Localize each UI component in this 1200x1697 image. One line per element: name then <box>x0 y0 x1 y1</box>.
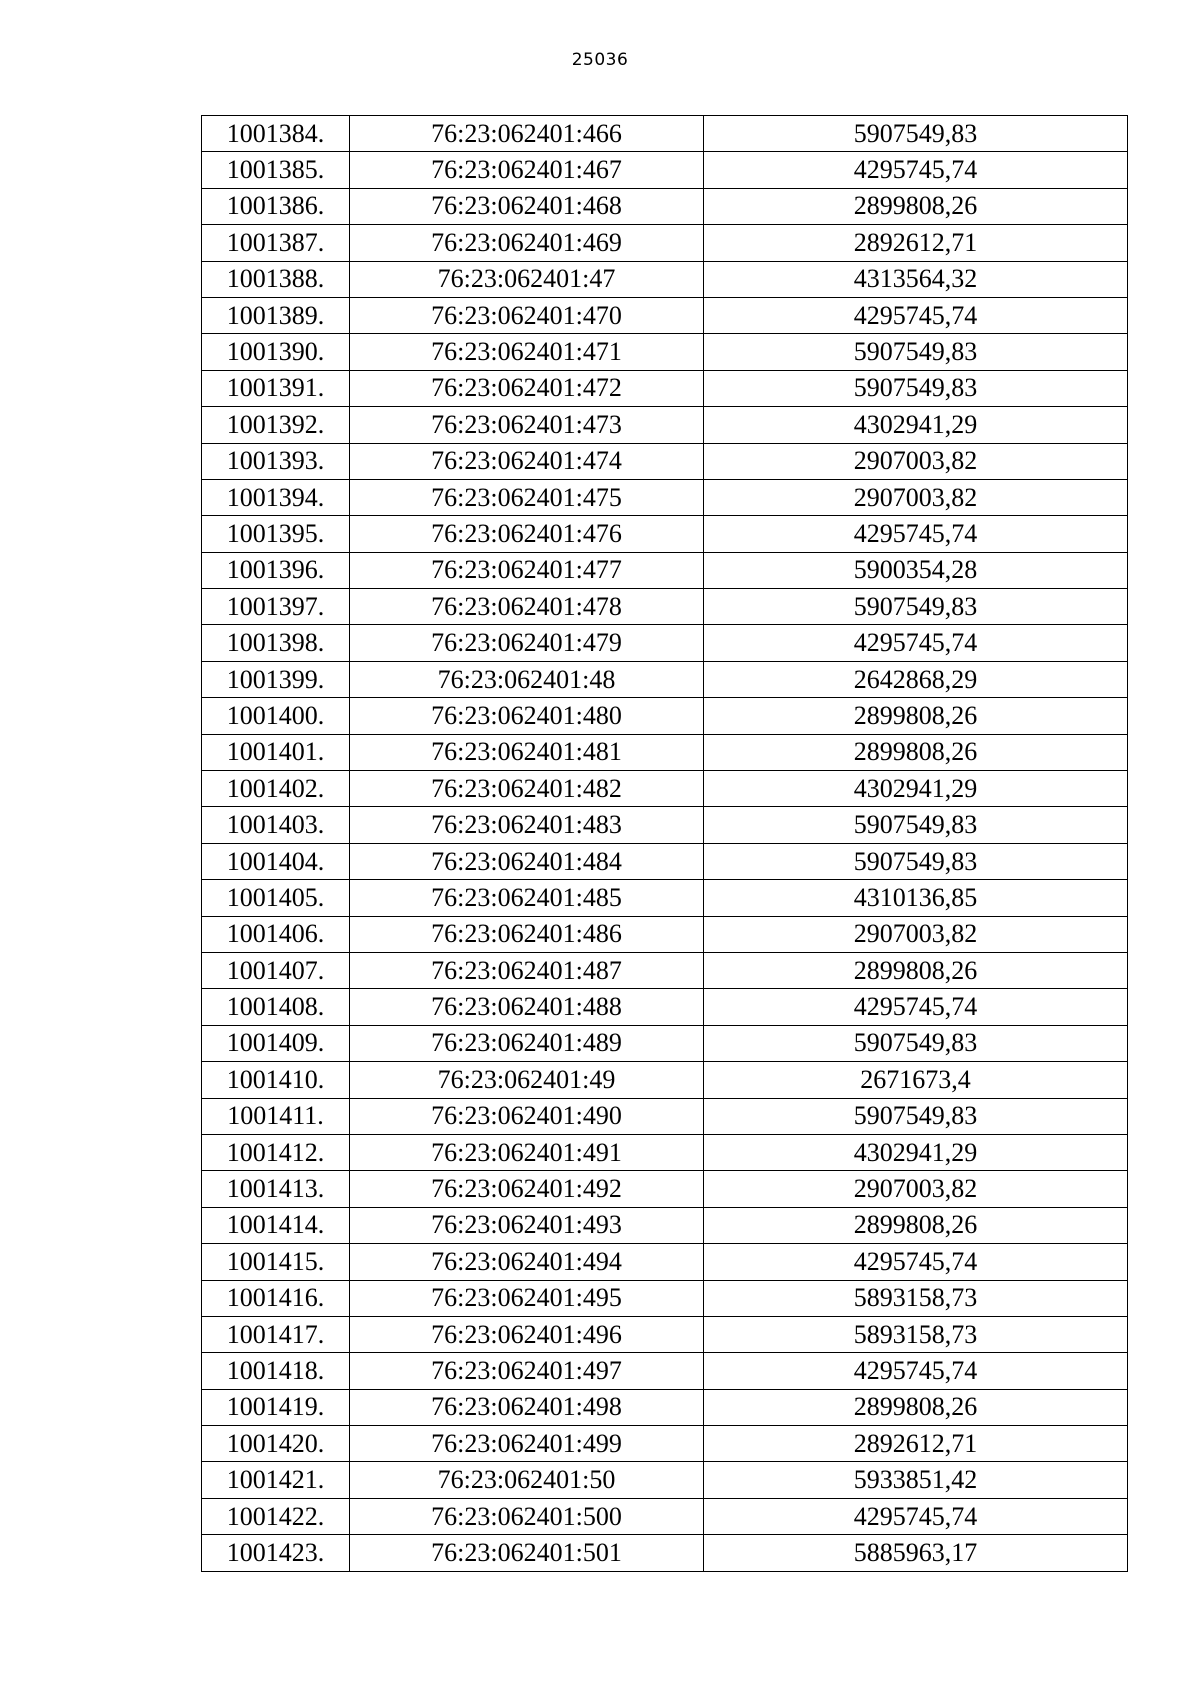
cadastral-value-cell: 2907003,82 <box>704 479 1128 515</box>
table-row <box>202 916 1128 952</box>
row-number-cell: 1001423. <box>202 1535 350 1571</box>
table-row <box>202 1244 1128 1280</box>
table-row <box>202 479 1128 515</box>
cadastral-number-cell: 76:23:062401:495 <box>350 1280 704 1316</box>
row-number-cell: 1001422. <box>202 1498 350 1534</box>
cadastral-number-cell: 76:23:062401:48 <box>350 661 704 697</box>
cadastral-value-cell: 5900354,28 <box>704 552 1128 588</box>
row-number-cell: 1001386. <box>202 188 350 224</box>
cadastral-number-cell: 76:23:062401:485 <box>350 880 704 916</box>
table-row <box>202 698 1128 734</box>
table-row <box>202 1389 1128 1425</box>
cadastral-value-cell: 2899808,26 <box>704 952 1128 988</box>
row-number-cell: 1001404. <box>202 843 350 879</box>
table-row <box>202 880 1128 916</box>
row-number-cell: 1001421. <box>202 1462 350 1498</box>
cadastral-value-cell: 4295745,74 <box>704 989 1128 1025</box>
cadastral-value-cell: 4295745,74 <box>704 1498 1128 1534</box>
table-row <box>202 625 1128 661</box>
table-row <box>202 1134 1128 1170</box>
row-number-cell: 1001412. <box>202 1134 350 1170</box>
row-number-cell: 1001391. <box>202 370 350 406</box>
row-number-cell: 1001420. <box>202 1426 350 1462</box>
cadastral-number-cell: 76:23:062401:480 <box>350 698 704 734</box>
row-number-cell: 1001406. <box>202 916 350 952</box>
cadastral-number-cell: 76:23:062401:479 <box>350 625 704 661</box>
cadastral-value-cell: 5933851,42 <box>704 1462 1128 1498</box>
table-row <box>202 1462 1128 1498</box>
cadastral-number-cell: 76:23:062401:466 <box>350 116 704 152</box>
cadastral-number-cell: 76:23:062401:472 <box>350 370 704 406</box>
cadastral-value-cell: 2899808,26 <box>704 1389 1128 1425</box>
row-number-cell: 1001389. <box>202 297 350 333</box>
table-row <box>202 1535 1128 1571</box>
cadastral-number-cell: 76:23:062401:499 <box>350 1426 704 1462</box>
cadastral-number-cell: 76:23:062401:484 <box>350 843 704 879</box>
row-number-cell: 1001400. <box>202 698 350 734</box>
row-number-cell: 1001384. <box>202 116 350 152</box>
row-number-cell: 1001398. <box>202 625 350 661</box>
row-number-cell: 1001392. <box>202 407 350 443</box>
row-number-cell: 1001399. <box>202 661 350 697</box>
row-number-cell: 1001419. <box>202 1389 350 1425</box>
table-row <box>202 1025 1128 1061</box>
table-row <box>202 407 1128 443</box>
cadastral-number-cell: 76:23:062401:477 <box>350 552 704 588</box>
table-row <box>202 552 1128 588</box>
cadastral-value-cell: 4302941,29 <box>704 771 1128 807</box>
row-number-cell: 1001418. <box>202 1353 350 1389</box>
cadastral-number-cell: 76:23:062401:47 <box>350 261 704 297</box>
cadastral-number-cell: 76:23:062401:497 <box>350 1353 704 1389</box>
cadastral-value-cell: 5893158,73 <box>704 1280 1128 1316</box>
row-number-cell: 1001409. <box>202 1025 350 1061</box>
cadastral-value-cell: 4302941,29 <box>704 407 1128 443</box>
cadastral-value-cell: 2892612,71 <box>704 1426 1128 1462</box>
row-number-cell: 1001395. <box>202 516 350 552</box>
cadastral-value-cell: 5907549,83 <box>704 370 1128 406</box>
cadastral-number-cell: 76:23:062401:471 <box>350 334 704 370</box>
cadastral-number-cell: 76:23:062401:491 <box>350 1134 704 1170</box>
cadastral-number-cell: 76:23:062401:492 <box>350 1171 704 1207</box>
cadastral-value-cell: 4295745,74 <box>704 1353 1128 1389</box>
cadastral-value-cell: 5893158,73 <box>704 1316 1128 1352</box>
row-number-cell: 1001413. <box>202 1171 350 1207</box>
table-row <box>202 952 1128 988</box>
cadastral-number-cell: 76:23:062401:469 <box>350 225 704 261</box>
table-row <box>202 297 1128 333</box>
cadastral-number-cell: 76:23:062401:476 <box>350 516 704 552</box>
row-number-cell: 1001414. <box>202 1207 350 1243</box>
table-row <box>202 334 1128 370</box>
table-row <box>202 843 1128 879</box>
cadastral-value-cell: 5907549,83 <box>704 589 1128 625</box>
cadastral-value-cell: 2907003,82 <box>704 1171 1128 1207</box>
cadastral-value-cell: 2899808,26 <box>704 1207 1128 1243</box>
table-row <box>202 1316 1128 1352</box>
row-number-cell: 1001417. <box>202 1316 350 1352</box>
cadastral-value-cell: 4295745,74 <box>704 1244 1128 1280</box>
table-row <box>202 734 1128 770</box>
cadastral-number-cell: 76:23:062401:487 <box>350 952 704 988</box>
table-row <box>202 1207 1128 1243</box>
cadastral-value-cell: 4295745,74 <box>704 297 1128 333</box>
cadastral-number-cell: 76:23:062401:490 <box>350 1098 704 1134</box>
row-number-cell: 1001387. <box>202 225 350 261</box>
cadastral-number-cell: 76:23:062401:486 <box>350 916 704 952</box>
cadastral-value-cell: 5907549,83 <box>704 843 1128 879</box>
cadastral-number-cell: 76:23:062401:470 <box>350 297 704 333</box>
cadastral-value-cell: 2899808,26 <box>704 698 1128 734</box>
cadastral-number-cell: 76:23:062401:475 <box>350 479 704 515</box>
table-row <box>202 1353 1128 1389</box>
table-row <box>202 188 1128 224</box>
table-row <box>202 1280 1128 1316</box>
cadastral-value-cell: 4295745,74 <box>704 625 1128 661</box>
row-number-cell: 1001393. <box>202 443 350 479</box>
cadastral-number-cell: 76:23:062401:468 <box>350 188 704 224</box>
row-number-cell: 1001402. <box>202 771 350 807</box>
cadastral-value-cell: 4310136,85 <box>704 880 1128 916</box>
table-row <box>202 771 1128 807</box>
cadastral-number-cell: 76:23:062401:473 <box>350 407 704 443</box>
cadastral-value-cell: 2642868,29 <box>704 661 1128 697</box>
table-row <box>202 516 1128 552</box>
table-row <box>202 261 1128 297</box>
row-number-cell: 1001390. <box>202 334 350 370</box>
row-number-cell: 1001407. <box>202 952 350 988</box>
cadastral-number-cell: 76:23:062401:483 <box>350 807 704 843</box>
cadastral-value-cell: 2671673,4 <box>704 1062 1128 1098</box>
row-number-cell: 1001415. <box>202 1244 350 1280</box>
table-row <box>202 443 1128 479</box>
cadastral-value-cell: 2899808,26 <box>704 734 1128 770</box>
cadastral-number-cell: 76:23:062401:482 <box>350 771 704 807</box>
table-row <box>202 1426 1128 1462</box>
table-row <box>202 989 1128 1025</box>
row-number-cell: 1001385. <box>202 152 350 188</box>
cadastral-number-cell: 76:23:062401:478 <box>350 589 704 625</box>
table-row <box>202 152 1128 188</box>
cadastral-number-cell: 76:23:062401:49 <box>350 1062 704 1098</box>
cadastral-value-cell: 4302941,29 <box>704 1134 1128 1170</box>
cadastral-number-cell: 76:23:062401:50 <box>350 1462 704 1498</box>
cadastral-number-cell: 76:23:062401:467 <box>350 152 704 188</box>
row-number-cell: 1001401. <box>202 734 350 770</box>
row-number-cell: 1001397. <box>202 589 350 625</box>
cadastral-number-cell: 76:23:062401:498 <box>350 1389 704 1425</box>
cadastral-number-cell: 76:23:062401:474 <box>350 443 704 479</box>
cadastral-number-cell: 76:23:062401:501 <box>350 1535 704 1571</box>
cadastral-number-cell: 76:23:062401:481 <box>350 734 704 770</box>
cadastral-value-cell: 5907549,83 <box>704 334 1128 370</box>
row-number-cell: 1001405. <box>202 880 350 916</box>
row-number-cell: 1001408. <box>202 989 350 1025</box>
cadastral-number-cell: 76:23:062401:493 <box>350 1207 704 1243</box>
cadastral-number-cell: 76:23:062401:488 <box>350 989 704 1025</box>
row-number-cell: 1001410. <box>202 1062 350 1098</box>
table-row <box>202 1498 1128 1534</box>
page-number: 25036 <box>571 50 629 70</box>
table-row <box>202 116 1128 152</box>
cadastral-value-cell: 2899808,26 <box>704 188 1128 224</box>
table-body <box>202 116 1128 1572</box>
table-row <box>202 661 1128 697</box>
cadastral-value-table <box>201 115 1128 1572</box>
cadastral-number-cell: 76:23:062401:500 <box>350 1498 704 1534</box>
table-row <box>202 225 1128 261</box>
cadastral-value-cell: 5907549,83 <box>704 1025 1128 1061</box>
cadastral-number-cell: 76:23:062401:494 <box>350 1244 704 1280</box>
cadastral-value-cell: 5885963,17 <box>704 1535 1128 1571</box>
cadastral-number-cell: 76:23:062401:489 <box>350 1025 704 1061</box>
cadastral-value-cell: 4295745,74 <box>704 152 1128 188</box>
table-row <box>202 1062 1128 1098</box>
cadastral-value-cell: 2907003,82 <box>704 916 1128 952</box>
cadastral-value-cell: 5907549,83 <box>704 1098 1128 1134</box>
row-number-cell: 1001394. <box>202 479 350 515</box>
row-number-cell: 1001403. <box>202 807 350 843</box>
cadastral-value-cell: 2907003,82 <box>704 443 1128 479</box>
cadastral-value-cell: 4313564,32 <box>704 261 1128 297</box>
table-row <box>202 370 1128 406</box>
table-row <box>202 1098 1128 1134</box>
cadastral-value-cell: 5907549,83 <box>704 116 1128 152</box>
row-number-cell: 1001396. <box>202 552 350 588</box>
table-row <box>202 807 1128 843</box>
cadastral-value-cell: 5907549,83 <box>704 807 1128 843</box>
table-row <box>202 589 1128 625</box>
row-number-cell: 1001411. <box>202 1098 350 1134</box>
cadastral-number-cell: 76:23:062401:496 <box>350 1316 704 1352</box>
row-number-cell: 1001416. <box>202 1280 350 1316</box>
table-row <box>202 1171 1128 1207</box>
cadastral-value-cell: 2892612,71 <box>704 225 1128 261</box>
row-number-cell: 1001388. <box>202 261 350 297</box>
cadastral-value-cell: 4295745,74 <box>704 516 1128 552</box>
